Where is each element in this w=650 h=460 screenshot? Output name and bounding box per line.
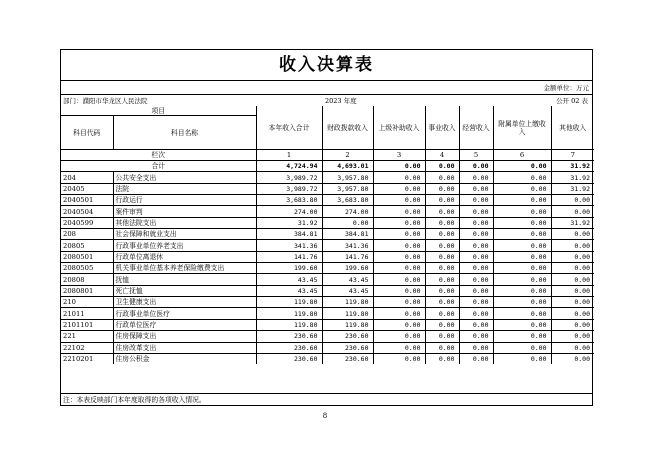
- subject-name: 住房改革支出: [113, 342, 256, 353]
- amount-cell: 0.00: [459, 229, 493, 240]
- amount-cell: 0.00: [459, 195, 493, 206]
- amount-cell: 230.60: [256, 331, 322, 342]
- subject-name: 法院: [113, 183, 256, 194]
- amount-cell: 0.00: [459, 297, 493, 308]
- subject-name: 住房公积金: [113, 353, 256, 364]
- table-row: [61, 342, 594, 353]
- amount-cell: 119.80: [322, 297, 373, 308]
- amount-cell: 0.00: [551, 274, 594, 285]
- amount-cell: 0.00: [551, 308, 594, 319]
- table-row: [61, 285, 594, 296]
- amount-cell: 0.00: [322, 217, 373, 228]
- amount-cell: 0.00: [493, 319, 551, 330]
- amount-cell: 230.60: [256, 342, 322, 353]
- amount-cell: 0.00: [493, 217, 551, 228]
- amount-cell: 0.00: [373, 251, 425, 262]
- report-meta: [61, 94, 592, 106]
- total-value: 4,724.94: [256, 161, 322, 172]
- amount-cell: 0.00: [493, 195, 551, 206]
- subject-code: 20405: [61, 183, 113, 194]
- header-col-5: 经营收入: [459, 106, 493, 150]
- total-value: 31.92: [551, 161, 594, 172]
- amount-cell: 0.00: [373, 229, 425, 240]
- amount-cell: 0.00: [459, 263, 493, 274]
- header-col-6: 附属单位上缴收入: [493, 106, 551, 150]
- amount-cell: 0.00: [459, 217, 493, 228]
- subject-code: 21011: [61, 308, 113, 319]
- subject-code: 2210201: [61, 353, 113, 364]
- amount-cell: 0.00: [551, 251, 594, 262]
- amount-cell: 3,957.80: [322, 183, 373, 194]
- form-number: 公开 02 表: [556, 97, 588, 105]
- table-row: [61, 217, 594, 228]
- total-value: 4,693.01: [322, 161, 373, 172]
- table-row: [61, 319, 594, 330]
- total-value: 0.00: [373, 161, 425, 172]
- subject-name: 行政事业单位养老支出: [113, 240, 256, 251]
- amount-cell: 0.00: [493, 331, 551, 342]
- table-row: [61, 183, 594, 194]
- amount-cell: 0.00: [493, 183, 551, 194]
- subject-name: 行政事业单位医疗: [113, 308, 256, 319]
- amount-cell: 0.00: [425, 251, 459, 262]
- amount-cell: 0.00: [373, 308, 425, 319]
- amount-cell: 31.92: [551, 172, 594, 183]
- amount-cell: 0.00: [493, 229, 551, 240]
- subject-name: 死亡抚恤: [113, 285, 256, 296]
- amount-cell: 230.60: [322, 353, 373, 364]
- subject-name: 案件审判: [113, 206, 256, 217]
- amount-cell: 119.80: [256, 308, 322, 319]
- subject-name: 抚恤: [113, 274, 256, 285]
- amount-cell: 0.00: [551, 342, 594, 353]
- subject-name: 其他法院支出: [113, 217, 256, 228]
- amount-cell: 0.00: [373, 195, 425, 206]
- table-row: [61, 195, 594, 206]
- amount-cell: 0.00: [425, 353, 459, 364]
- amount-cell: 141.76: [322, 251, 373, 262]
- amount-cell: 0.00: [373, 172, 425, 183]
- amount-cell: 0.00: [373, 353, 425, 364]
- amount-cell: 0.00: [551, 331, 594, 342]
- amount-cell: 43.45: [322, 274, 373, 285]
- column-number: 5: [459, 150, 493, 161]
- subject-code: 221: [61, 331, 113, 342]
- amount-cell: 0.00: [493, 342, 551, 353]
- amount-cell: 0.00: [551, 263, 594, 274]
- amount-cell: 0.00: [459, 331, 493, 342]
- amount-cell: 141.76: [256, 251, 322, 262]
- total-value: 0.00: [459, 161, 493, 172]
- amount-cell: 0.00: [425, 240, 459, 251]
- amount-cell: 0.00: [493, 274, 551, 285]
- amount-cell: 0.00: [425, 308, 459, 319]
- amount-cell: 230.60: [256, 353, 322, 364]
- fiscal-year: 2023 年度: [325, 97, 357, 105]
- amount-cell: 0.00: [551, 353, 594, 364]
- amount-cell: 0.00: [373, 240, 425, 251]
- amount-cell: 0.00: [493, 297, 551, 308]
- amount-cell: 0.00: [373, 183, 425, 194]
- subject-code: 210: [61, 297, 113, 308]
- amount-cell: 0.00: [425, 297, 459, 308]
- column-number: 1: [256, 150, 322, 161]
- amount-cell: 0.00: [425, 195, 459, 206]
- total-label: 合计: [61, 161, 256, 172]
- amount-cell: 0.00: [425, 217, 459, 228]
- table-row: [61, 206, 594, 217]
- amount-cell: 3,989.72: [256, 183, 322, 194]
- amount-cell: 119.80: [322, 308, 373, 319]
- amount-cell: 0.00: [373, 206, 425, 217]
- page-number: 8: [322, 412, 328, 420]
- amount-cell: 384.81: [322, 229, 373, 240]
- column-number: 7: [551, 150, 594, 161]
- subject-name: 机关事业单位基本养老保险缴费支出: [113, 263, 256, 274]
- amount-cell: 0.00: [373, 319, 425, 330]
- amount-cell: 3,683.80: [256, 195, 322, 206]
- amount-cell: 0.00: [425, 206, 459, 217]
- amount-cell: 0.00: [425, 319, 459, 330]
- subject-code: 20808: [61, 274, 113, 285]
- amount-cell: 0.00: [459, 353, 493, 364]
- amount-cell: 0.00: [459, 274, 493, 285]
- subject-code: 208: [61, 229, 113, 240]
- subject-code: 22102: [61, 342, 113, 353]
- subject-name: 住房保障支出: [113, 331, 256, 342]
- amount-cell: 0.00: [459, 240, 493, 251]
- header-item: 项目: [61, 106, 256, 116]
- amount-cell: 0.00: [459, 308, 493, 319]
- amount-cell: 0.00: [493, 172, 551, 183]
- amount-cell: 0.00: [425, 229, 459, 240]
- table-row: [61, 297, 594, 308]
- amount-cell: 0.00: [551, 206, 594, 217]
- amount-cell: 119.80: [256, 297, 322, 308]
- table-row: [61, 308, 594, 319]
- column-number: 3: [373, 150, 425, 161]
- amount-cell: 0.00: [551, 285, 594, 296]
- amount-cell: 0.00: [493, 206, 551, 217]
- amount-cell: 274.00: [256, 206, 322, 217]
- amount-cell: 119.80: [322, 319, 373, 330]
- amount-cell: 0.00: [425, 331, 459, 342]
- amount-cell: 0.00: [493, 251, 551, 262]
- amount-cell: 0.00: [459, 342, 493, 353]
- table-row: [61, 240, 594, 251]
- total-value: 0.00: [493, 161, 551, 172]
- amount-cell: 0.00: [425, 172, 459, 183]
- amount-cell: 0.00: [425, 342, 459, 353]
- amount-cell: 31.92: [551, 183, 594, 194]
- subject-code: 2080801: [61, 285, 113, 296]
- amount-cell: 0.00: [425, 274, 459, 285]
- amount-cell: 119.80: [256, 319, 322, 330]
- amount-cell: 0.00: [373, 331, 425, 342]
- amount-cell: 0.00: [459, 183, 493, 194]
- amount-cell: 0.00: [551, 229, 594, 240]
- amount-cell: 0.00: [373, 285, 425, 296]
- subject-name: 卫生健康支出: [113, 297, 256, 308]
- amount-cell: 3,683.80: [322, 195, 373, 206]
- amount-cell: 31.92: [551, 217, 594, 228]
- income-table: [61, 106, 594, 364]
- amount-cell: 0.00: [425, 263, 459, 274]
- header-code: 科目代码: [61, 116, 113, 150]
- subject-code: 20805: [61, 240, 113, 251]
- amount-cell: 199.60: [256, 263, 322, 274]
- amount-cell: 230.60: [322, 342, 373, 353]
- amount-cell: 0.00: [459, 251, 493, 262]
- amount-cell: 341.36: [256, 240, 322, 251]
- report-title: 收入决算表: [61, 50, 592, 81]
- amount-cell: 0.00: [459, 172, 493, 183]
- amount-cell: 0.00: [551, 297, 594, 308]
- amount-cell: 0.00: [373, 342, 425, 353]
- amount-cell: 274.00: [322, 206, 373, 217]
- amount-cell: 0.00: [493, 263, 551, 274]
- table-row: [61, 172, 594, 183]
- subject-name: 行政单位离退休: [113, 251, 256, 262]
- subject-code: 2101101: [61, 319, 113, 330]
- amount-cell: 43.45: [322, 285, 373, 296]
- column-number: 6: [493, 150, 551, 161]
- amount-cell: 43.45: [256, 285, 322, 296]
- amount-cell: 341.36: [322, 240, 373, 251]
- header-col-7: 其他收入: [551, 106, 594, 150]
- header-name: 科目名称: [113, 116, 256, 150]
- subject-code: 2040504: [61, 206, 113, 217]
- header-col-2: 财政拨款收入: [322, 106, 373, 150]
- amount-cell: 0.00: [425, 183, 459, 194]
- subject-code: 2040599: [61, 217, 113, 228]
- column-number-row: [61, 150, 594, 161]
- table-row: [61, 229, 594, 240]
- amount-cell: 230.60: [322, 331, 373, 342]
- amount-cell: 384.81: [256, 229, 322, 240]
- amount-cell: 0.00: [373, 297, 425, 308]
- amount-cell: 0.00: [551, 195, 594, 206]
- header-col-1: 本年收入合计: [256, 106, 322, 150]
- amount-cell: 0.00: [459, 206, 493, 217]
- amount-cell: 3,989.72: [256, 172, 322, 183]
- column-number-label: 栏次: [61, 150, 256, 161]
- header-col-4: 事业收入: [425, 106, 459, 150]
- amount-cell: 0.00: [373, 274, 425, 285]
- subject-name: 行政运行: [113, 195, 256, 206]
- total-row: [61, 161, 594, 172]
- subject-name: 社会保障和就业支出: [113, 229, 256, 240]
- subject-code: 2080505: [61, 263, 113, 274]
- amount-cell: 43.45: [256, 274, 322, 285]
- amount-cell: 0.00: [493, 308, 551, 319]
- amount-cell: 31.92: [256, 217, 322, 228]
- table-note: 注：本表反映部门本年度取得的各项收入情况。: [61, 393, 592, 405]
- subject-code: 2040501: [61, 195, 113, 206]
- amount-cell: 0.00: [425, 285, 459, 296]
- subject-name: 行政单位医疗: [113, 319, 256, 330]
- amount-cell: 0.00: [551, 319, 594, 330]
- department-label: 部门：濮阳市华龙区人民法院: [63, 97, 148, 105]
- amount-cell: 199.60: [322, 263, 373, 274]
- table-row: [61, 353, 594, 364]
- subject-name: 公共安全支出: [113, 172, 256, 183]
- table-row: [61, 263, 594, 274]
- subject-code: 204: [61, 172, 113, 183]
- amount-cell: 0.00: [373, 217, 425, 228]
- amount-cell: 0.00: [459, 285, 493, 296]
- amount-cell: 0.00: [373, 263, 425, 274]
- amount-cell: 0.00: [493, 240, 551, 251]
- amount-cell: 0.00: [551, 240, 594, 251]
- column-number: 2: [322, 150, 373, 161]
- total-value: 0.00: [425, 161, 459, 172]
- amount-cell: 0.00: [493, 285, 551, 296]
- subject-code: 2080501: [61, 251, 113, 262]
- amount-unit: 金额单位：万元: [543, 84, 589, 92]
- column-number: 4: [425, 150, 459, 161]
- report-frame: [60, 49, 593, 406]
- header-col-3: 上级补助收入: [373, 106, 425, 150]
- amount-cell: 0.00: [493, 353, 551, 364]
- table-row: [61, 331, 594, 342]
- table-row: [61, 274, 594, 285]
- amount-cell: 3,957.80: [322, 172, 373, 183]
- amount-cell: 0.00: [459, 319, 493, 330]
- table-row: [61, 251, 594, 262]
